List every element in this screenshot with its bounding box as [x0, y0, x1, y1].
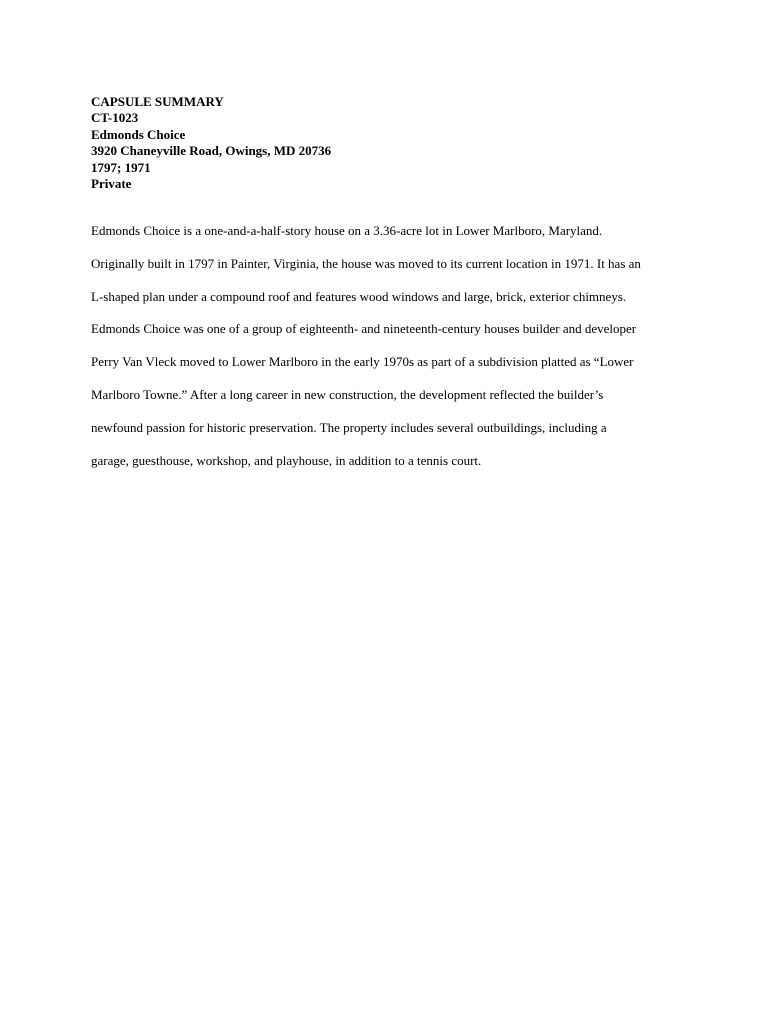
property-dates: 1797; 1971: [91, 159, 151, 175]
property-address: 3920 Chaneyville Road, Owings, MD 20736: [91, 143, 332, 159]
paragraph-line: Edmonds Choice is a one-and-a-half-story house on a 3.36-acre lot in Lower Marlboro, Maryland.: [91, 223, 603, 238]
paragraph-line: newfound passion for historic preservation. The property includes several outbuildings, including a: [91, 419, 607, 435]
capsule-summary-header: [91, 94, 691, 192]
paragraph-line: Edmonds Choice was one of a group of eighteenth- and nineteenth-century houses builder and developer: [91, 321, 637, 337]
paragraph-line: Perry Van Vleck moved to Lower Marlboro in the early 1970s as part of a subdivision platted as “Lower: [91, 354, 634, 370]
paragraph-line: garage, guesthouse, workshop, and playhouse, in addition to a tennis court.: [91, 452, 482, 468]
document-title: CAPSULE SUMMARY: [91, 94, 224, 109]
paragraph-line: L-shaped plan under a compound roof and features wood windows and large, brick, exterior chimneys.: [91, 288, 627, 304]
summary-paragraph: [91, 223, 691, 485]
paragraph-line: Marlboro Towne.” After a long career in new construction, the development reflected the builder’s: [91, 386, 604, 402]
access-status: Private: [91, 176, 132, 192]
inventory-number: CT-1023: [91, 110, 139, 126]
property-name: Edmonds Choice: [91, 126, 186, 142]
paragraph-line: Originally built in 1797 in Painter, Virginia, the house was moved to its current location in 1971. It has an: [91, 255, 641, 271]
